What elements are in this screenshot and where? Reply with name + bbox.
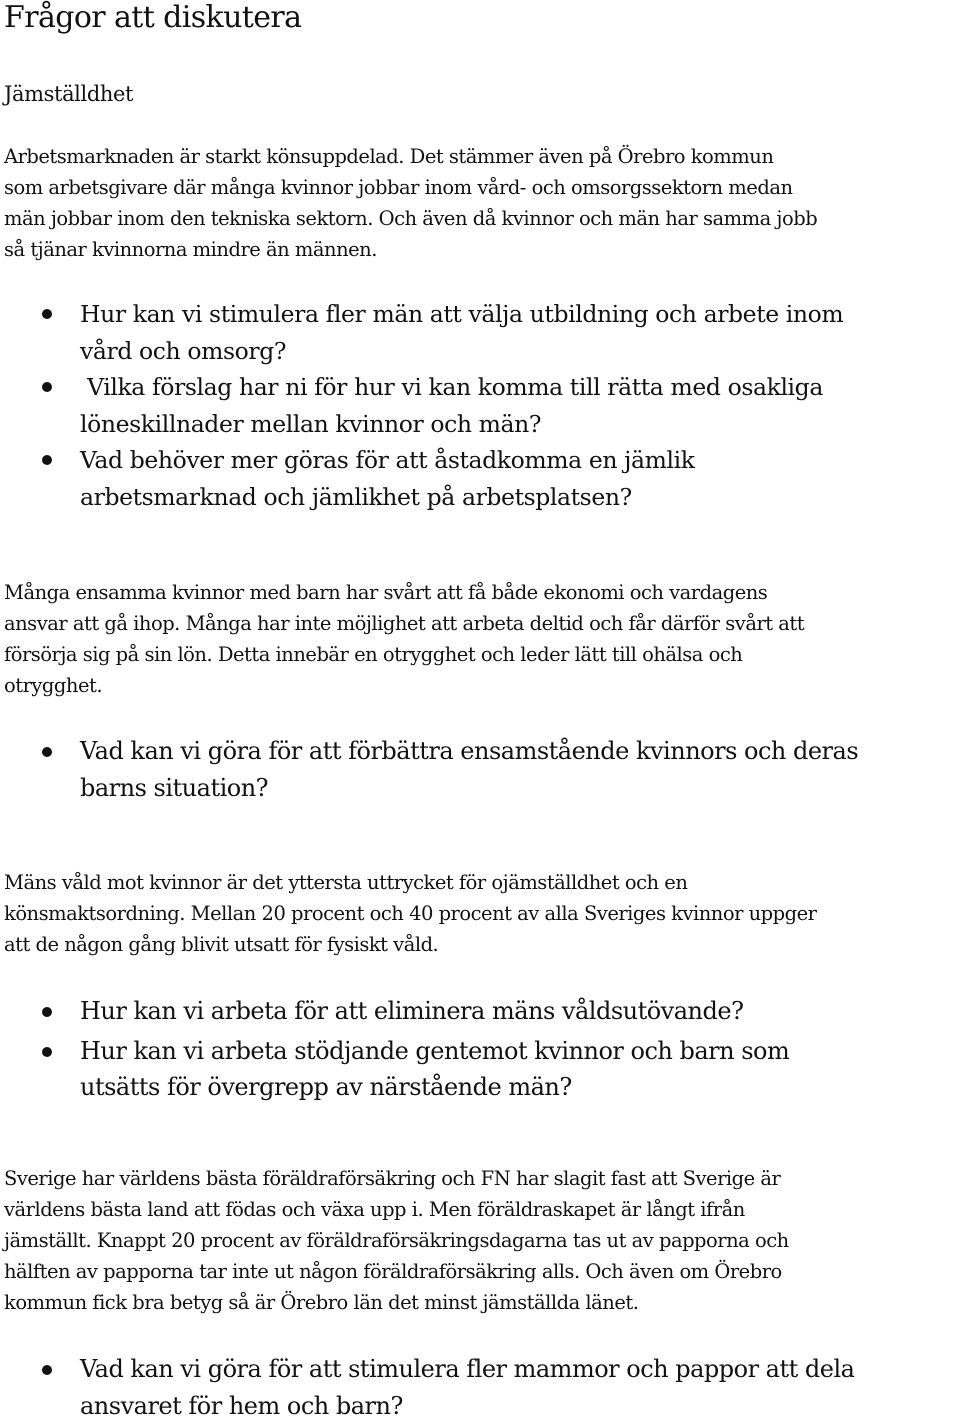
question-list: [0, 993, 960, 1106]
paragraph-violence: [4, 867, 960, 960]
text-line: Vad behöver mer göras för att åstadkomma en jämlik: [80, 442, 960, 479]
bullet-icon: [42, 382, 52, 392]
list-item: [0, 369, 960, 442]
paragraph-labor-market: [4, 141, 960, 265]
text-line: försörja sig på sin lön. Detta innebär en otrygghet och leder lätt till ohälsa och: [4, 639, 960, 670]
text-line: Sverige har världens bästa föräldraförsäkring och FN har slagit fast att Sverige är: [4, 1163, 960, 1194]
list-item: [0, 442, 960, 515]
text-line: som arbetsgivare där många kvinnor jobbar inom vård- och omsorgssektorn medan: [4, 172, 960, 203]
question-list: [0, 1351, 960, 1424]
text-line: ansvar att gå ihop. Många har inte möjlighet att arbeta deltid och får därför svårt att: [4, 608, 960, 639]
text-line: män jobbar inom den tekniska sektorn. Och även då kvinnor och män har samma jobb: [4, 203, 960, 234]
text-line: världens bästa land att födas och växa upp i. Men föräldraskapet är långt ifrån: [4, 1194, 960, 1225]
bullet-icon: [42, 1007, 52, 1017]
text-line: könsmaktsordning. Mellan 20 procent och 40 procent av alla Sveriges kvinnor uppger: [4, 898, 960, 929]
bullet-icon: [42, 455, 52, 465]
question-list: [0, 733, 960, 806]
text-line: hälften av papporna tar inte ut någon föräldraförsäkring alls. Och även om Örebro: [4, 1256, 960, 1287]
text-line: jämställt. Knappt 20 procent av föräldraförsäkringsdagarna tas ut av papporna och: [4, 1225, 960, 1256]
text-line: Mäns våld mot kvinnor är det yttersta uttrycket för ojämställdhet och en: [4, 867, 960, 898]
text-line: utsätts för övergrepp av närstående män?: [80, 1069, 960, 1106]
paragraph-single-mothers: [4, 577, 960, 701]
bullet-icon: [42, 1047, 52, 1057]
page-title: Frågor att diskutera: [4, 0, 301, 36]
text-line: otrygghet.: [4, 670, 960, 701]
bullet-icon: [42, 1365, 52, 1375]
text-line: att de någon gång blivit utsatt för fysiskt våld.: [4, 929, 960, 960]
list-item: [0, 1033, 960, 1106]
text-line: vård och omsorg?: [80, 333, 960, 370]
text-line: Vad kan vi göra för att förbättra ensamstående kvinnors och deras: [80, 733, 960, 770]
text-line: löneskillnader mellan kvinnor och män?: [80, 406, 960, 443]
section-heading: Jämställdhet: [4, 79, 133, 109]
list-item: [0, 733, 960, 806]
text-line: Hur kan vi arbeta för att eliminera mäns våldsutövande?: [80, 993, 960, 1030]
list-item: [0, 1351, 960, 1424]
text-line: ansvaret för hem och barn?: [80, 1388, 960, 1424]
text-line: barns situation?: [80, 770, 960, 807]
text-line: Hur kan vi arbeta stödjande gentemot kvinnor och barn som: [80, 1033, 960, 1070]
text-line: så tjänar kvinnorna mindre än männen.: [4, 234, 960, 265]
bullet-icon: [42, 747, 52, 757]
text-line: Vad kan vi göra för att stimulera fler mammor och pappor att dela: [80, 1351, 960, 1388]
question-list: [0, 296, 960, 515]
text-line: kommun fick bra betyg så är Örebro län det minst jämställda länet.: [4, 1287, 960, 1318]
list-item: [0, 993, 960, 1030]
text-line: Arbetsmarknaden är starkt könsuppdelad. Det stämmer även på Örebro kommun: [4, 141, 960, 172]
text-line: Många ensamma kvinnor med barn har svårt att få både ekonomi och vardagens: [4, 577, 960, 608]
list-item: [0, 296, 960, 369]
text-line: Vilka förslag har ni för hur vi kan komma till rätta med osakliga: [80, 369, 960, 406]
text-line: arbetsmarknad och jämlikhet på arbetsplatsen?: [80, 479, 960, 516]
text-line: Hur kan vi stimulera fler män att välja utbildning och arbete inom: [80, 296, 960, 333]
paragraph-parental-insurance: [4, 1163, 960, 1318]
bullet-icon: [42, 309, 52, 319]
